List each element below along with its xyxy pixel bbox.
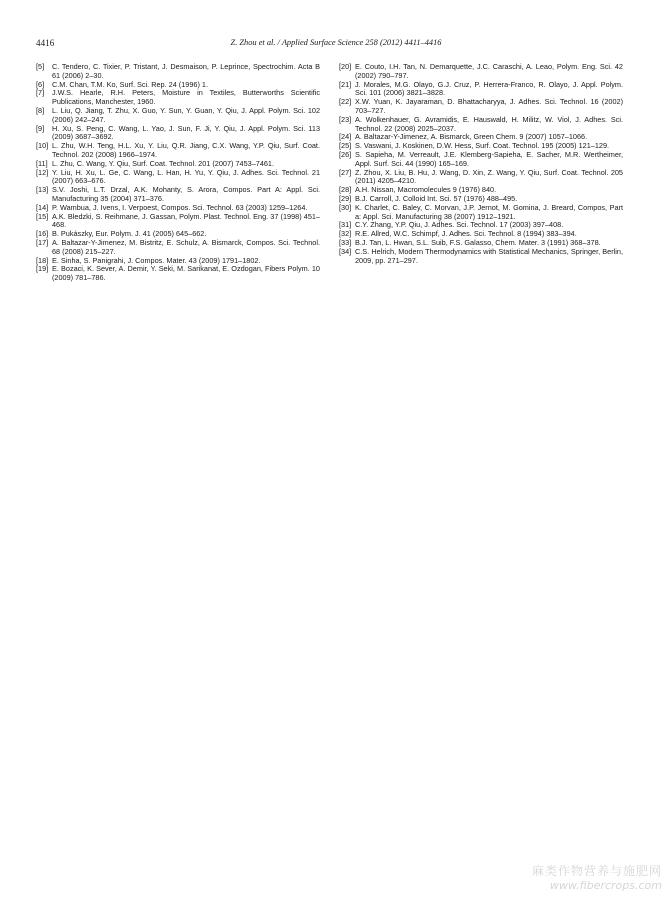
reference-text: A. Baltazar-Y-Jimenez, A. Bismarck, Green Chem. 9 (2007) 1057–1066. — [355, 132, 588, 142]
reference-text: P. Wambua, J. Ivens, I. Verpoest, Compos. Sci. Technol. 63 (2003) 1259–1264. — [52, 202, 308, 212]
reference-text: S. Sapieha, M. Verreault, J.E. Klemberg-Sapieha, E. Sacher, M.R. Wertheimer, Appl. Surf. Sci. 44 (1990) 165–169. — [355, 149, 623, 168]
reference-text: Z. Zhou, X. Liu, B. Hu, J. Wang, D. Xin, Z. Wang, Y. Qiu, Surf. Coat. Technol. 205 (2011) 4205–4210. — [355, 167, 623, 186]
reference-text: E. Sinha, S. Panigrahi, J. Compos. Mater. 43 (2009) 1791–1802. — [52, 255, 261, 265]
reference-text: L. Liu, Q. Jiang, T. Zhu, X. Guo, Y. Sun, Y. Guan, Y. Qiu, J. Appl. Polym. Sci. 102 (2006) 242–247. — [52, 105, 320, 124]
reference-entry — [36, 213, 320, 231]
watermark — [532, 863, 662, 893]
reference-text: C. Tendero, C. Tixier, P. Tristant, J. Desmaison, P. Leprince, Spectrochim. Acta B 61 (2006) 2–30. — [52, 62, 320, 80]
reference-number: [29] — [339, 193, 352, 203]
reference-number: [8] — [36, 105, 45, 115]
reference-number: [6] — [36, 79, 45, 89]
reference-text: L. Zhu, W.H. Teng, H.L. Xu, Y. Liu, Q.R. Jiang, C.X. Wang, Y.P. Qiu, Surf. Coat. Technol. 202 (2008) 1966–1974. — [52, 141, 320, 159]
reference-entry — [339, 204, 623, 222]
watermark-url: www.fibercrops.com — [549, 879, 662, 892]
reference-text: E. Couto, I.H. Tan, N. Demarquette, J.C. Caraschi, A. Leao, Polym. Eng. Sci. 42 (2002) 790–797. — [355, 62, 623, 80]
reference-number: [26] — [339, 149, 352, 159]
reference-number: [7] — [36, 88, 45, 98]
reference-entry — [339, 63, 623, 81]
reference-entry — [339, 116, 623, 134]
reference-number: [18] — [36, 255, 49, 265]
watermark-site-name: 麻类作物营养与施肥网 — [531, 864, 662, 878]
reference-entry — [36, 239, 320, 257]
reference-number: [9] — [36, 123, 45, 133]
reference-text: B. Pukászky, Eur. Polym. J. 41 (2005) 645–662. — [52, 229, 207, 239]
reference-text: A. Baltazar-Y-Jimenez, M. Bistritz, E. Schulz, A. Bismarck, Compos. Sci. Technol. 68 (2008) 215–227. — [52, 237, 320, 256]
reference-number: [10] — [36, 141, 49, 151]
reference-text: L. Zhu, C. Wang, Y. Qiu, Surf. Coat. Technol. 201 (2007) 7453–7461. — [52, 158, 275, 168]
reference-text: B.J. Carroll, J. Colloid Int. Sci. 57 (1976) 488–495. — [355, 193, 518, 203]
reference-entry — [36, 89, 320, 107]
reference-number: [32] — [339, 229, 352, 239]
reference-number: [14] — [36, 202, 49, 212]
reference-number: [33] — [339, 237, 352, 247]
page-header — [36, 38, 636, 52]
reference-number: [17] — [36, 237, 49, 247]
reference-number: [11] — [36, 158, 48, 168]
reference-number: [12] — [36, 167, 49, 177]
reference-entry — [36, 107, 320, 125]
reference-text: K. Charlet, C. Baley, C. Morvan, J.P. Jernot, M. Gomina, J. Breard, Compos, Part a: Appl. Sci. Manufacturing 38 (2007) 1912–1921. — [355, 202, 623, 221]
reference-number: [23] — [339, 114, 352, 124]
reference-text: X.W. Yuan, K. Jayaraman, D. Bhattacharyya, J. Adhes. Sci. Technol. 16 (2002) 703–727. — [355, 97, 623, 115]
reference-text: C.S. Helrich, Modern Thermodynamics with Statistical Mechanics, Springer, Berlin, 2009, pp. 271–297. — [355, 246, 623, 265]
reference-text: A.H. Nissan, Macromolecules 9 (1976) 840. — [355, 185, 497, 195]
reference-number: [19] — [36, 264, 49, 274]
reference-entry — [339, 98, 623, 116]
reference-number: [30] — [339, 202, 352, 212]
reference-number: [22] — [339, 97, 352, 107]
reference-number: [31] — [339, 220, 352, 230]
reference-number: [28] — [339, 185, 352, 195]
reference-text: J.W.S. Hearle, R.H. Peters, Moisture in Textiles, Butterworths Scientific Publications, Manchester, 1960. — [52, 88, 320, 107]
reference-entry — [339, 248, 623, 266]
reference-entry — [339, 151, 623, 169]
reference-number: [5] — [36, 62, 45, 71]
references-left-column — [36, 63, 320, 283]
reference-number: [13] — [36, 185, 49, 195]
reference-text: H. Xu, S. Peng, C. Wang, L. Yao, J. Sun, F. Ji, Y. Qiu, J. Appl. Polym. Sci. 113 (2009) 3687–3692. — [52, 123, 320, 142]
reference-entry — [36, 142, 320, 160]
reference-number: [24] — [339, 132, 352, 142]
reference-text: J. Morales, M.G. Olayo, G.J. Cruz, P. Herrera-Franco, R. Olayo, J. Appl. Polym. Sci. 101 (2006) 3821–3828. — [355, 79, 623, 98]
reference-number: [27] — [339, 167, 352, 177]
reference-entry — [36, 125, 320, 143]
reference-number: [21] — [339, 79, 352, 89]
reference-text: C.M. Chan, T.M. Ko, Surf. Sci. Rep. 24 (1996) 1. — [52, 79, 209, 89]
reference-number: [34] — [339, 246, 352, 256]
reference-number: [20] — [339, 62, 352, 71]
reference-text: A.K. Bledzki, S. Reihmane, J. Gassan, Polym. Plast. Technol. Eng. 37 (1998) 451–468. — [52, 211, 320, 230]
reference-entry — [339, 81, 623, 99]
reference-entry — [36, 186, 320, 204]
running-head: Z. Zhou et al. / Applied Surface Science 258 (2012) 4411–4416 — [230, 38, 442, 47]
page-number: 4416 — [36, 38, 55, 48]
references-right-column — [339, 63, 623, 265]
reference-text: C.Y. Zhang, Y.P. Qiu, J. Adhes. Sci. Technol. 17 (2003) 397–408. — [355, 220, 564, 230]
reference-text: R.E. Allred, W.C. Schimpf, J. Adhes. Sci. Technol. 8 (1994) 383–394. — [355, 229, 577, 239]
reference-number: [15] — [36, 211, 49, 221]
reference-entry — [36, 169, 320, 187]
reference-entry — [36, 265, 320, 283]
reference-entry — [339, 169, 623, 187]
reference-text: A. Wolkenhauer, G. Avramidis, E. Hauswald, H. Militz, W. Viol, J. Adhes. Sci. Technol. 22 (2008) 2025–2037. — [355, 114, 623, 133]
reference-text: Y. Liu, H. Xu, L. Ge, C. Wang, L. Han, H. Yu, Y. Qiu, J. Adhes. Sci. Technol. 21 (2007) 663–676. — [52, 167, 320, 186]
reference-text: B.J. Tan, L. Hwan, S.L. Suib, F.S. Galasso, Chem. Mater. 3 (1991) 368–378. — [355, 237, 601, 247]
reference-text: S. Vaswani, J. Koskinen, D.W. Hess, Surf. Coat. Technol. 195 (2005) 121–129. — [355, 141, 610, 151]
reference-text: E. Bozaci, K. Sever, A. Demir, Y. Seki, M. Sarikanat, E. Ozdogan, Fibers Polym. 10 (2009) 781–786. — [52, 264, 320, 283]
reference-number: [25] — [339, 141, 352, 151]
reference-entry — [36, 63, 320, 81]
reference-number: [16] — [36, 229, 49, 239]
reference-text: S.V. Joshi, L.T. Drzal, A.K. Mohanty, S. Arora, Compos. Part A: Appl. Sci. Manufacturing 35 (2004) 371–376. — [52, 185, 320, 203]
